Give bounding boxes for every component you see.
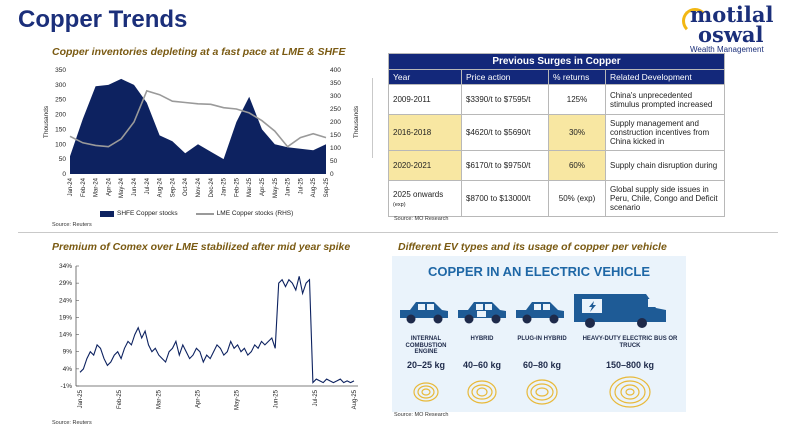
premium-chart: [40, 256, 365, 414]
y-axis-tick-label: 34%: [58, 263, 72, 270]
surges-header-development: Related Development: [606, 70, 725, 85]
legend-swatch-lme: [196, 213, 214, 215]
legend-label-shfe: SHFE Copper stocks: [117, 210, 178, 217]
ev-value-hybrid: 40–60 kg: [462, 360, 502, 370]
x-axis-tick-label: Nov-24: [196, 178, 202, 198]
right-axis-tick-label: 250: [330, 106, 341, 113]
plug-in-hybrid-car-icon: [516, 302, 564, 324]
y-axis-tick-label: 14%: [58, 331, 72, 339]
copper-coil-icon: [527, 380, 557, 404]
x-axis-tick-label: Mar-24: [93, 178, 100, 198]
ev-panel-title: COPPER IN AN ELECTRIC VEHICLE: [428, 264, 650, 279]
premium-series-line: [80, 276, 354, 382]
left-axis-tick-label: 100: [55, 141, 66, 149]
x-axis-tick-label: Jun-25: [285, 178, 292, 197]
row-year: 2009-2011: [389, 85, 462, 115]
hybrid-car-icon: [458, 302, 506, 324]
x-axis-tick-label: Jun-24: [132, 178, 138, 197]
right-axis-tick-label: 0: [330, 171, 334, 178]
ev-infographic: [392, 256, 686, 412]
x-axis-tick-label: May-25: [272, 178, 279, 199]
right-axis-label: Thousands: [353, 105, 360, 139]
surges-table-title: Previous Surges in Copper: [389, 54, 725, 70]
x-axis-tick-label: May-25: [234, 390, 241, 411]
page-title: Copper Trends: [18, 6, 188, 33]
x-axis-tick-label: May-24: [119, 178, 126, 199]
left-axis-label: Thousands: [43, 105, 50, 139]
row-price: $8700 to $13000/t: [462, 181, 549, 217]
surges-table-wrap: [388, 53, 725, 217]
y-axis-tick-label: 19%: [58, 314, 72, 322]
right-axis-tick-label: 150: [330, 132, 341, 139]
row-year-cell: [389, 181, 462, 217]
x-axis-tick-label: Apr-24: [106, 178, 113, 197]
row-year: 2016-2018: [389, 115, 462, 151]
row-development: Supply chain disruption during: [606, 151, 725, 181]
surges-table: [388, 53, 725, 217]
row-development: Supply management and construction incentives from China kicked in: [606, 115, 725, 151]
row-year: 2025 onwards: [393, 189, 444, 199]
ev-value-phev: 60–80 kg: [522, 360, 562, 370]
ev-vehicles: [392, 286, 686, 336]
y-axis-tick-label: -1%: [60, 383, 72, 390]
right-axis-tick-label: 100: [330, 145, 341, 152]
row-development: Global supply side issues in Peru, Chile, Congo and Deficit scenario: [606, 181, 725, 217]
ev-value-bus: 150–800 kg: [605, 360, 655, 370]
x-axis-tick-label: Feb-24: [80, 178, 87, 198]
x-axis-tick-label: Apr-25: [260, 178, 266, 197]
x-axis-tick-label: Jul-24: [144, 178, 151, 195]
y-axis-tick-label: 9%: [62, 348, 72, 356]
left-axis-tick-label: 350: [55, 67, 66, 74]
ev-section-title: Different EV types and its usage of copper per vehicle: [398, 241, 667, 253]
copper-coil-icon: [610, 377, 650, 407]
ev-value-ice: 20–25 kg: [406, 360, 446, 370]
right-axis-tick-label: 400: [330, 67, 341, 74]
left-axis-tick-label: 150: [55, 126, 66, 134]
x-axis-tick-label: Sep-25: [324, 178, 330, 198]
logo-subtitle: Wealth Management: [690, 45, 764, 54]
inventory-source: Source: Reuters: [52, 222, 92, 228]
x-axis-tick-label: Jan-25: [78, 390, 84, 409]
logo-line-2: oswal: [698, 22, 764, 47]
table-row: [389, 115, 725, 151]
ev-label-bus: HEAVY-DUTY ELECTRIC BUS OR TRUCK: [582, 336, 678, 349]
surges-header-returns: % returns: [549, 70, 606, 85]
x-axis-tick-label: Aug-24: [157, 178, 164, 198]
vertical-divider: [372, 78, 373, 158]
row-returns: 125%: [549, 85, 606, 115]
ev-label-phev: PLUG-IN HYBRID: [517, 336, 567, 342]
y-axis-tick-label: 24%: [58, 297, 72, 305]
x-axis-tick-label: Feb-25: [234, 178, 241, 198]
copper-coil-icon: [468, 381, 496, 403]
row-price: $6170/t to $9750/t: [462, 151, 549, 181]
left-axis-tick-label: 50: [58, 156, 66, 164]
row-development: China's unprecedented stimulus prompted increased: [606, 85, 725, 115]
row-year-note: (exp): [393, 201, 406, 208]
right-axis-tick-label: 50: [330, 158, 338, 165]
right-axis-tick-label: 300: [330, 93, 341, 100]
legend-swatch-shfe: [100, 211, 114, 217]
inventory-legend: [100, 210, 293, 217]
x-axis-tick-label: Jul-25: [312, 390, 319, 407]
table-row: [389, 85, 725, 115]
x-axis-tick-label: Mar-25: [247, 178, 254, 198]
legend-label-lme: LME Copper stocks (RHS): [216, 210, 294, 217]
x-axis-tick-label: Aug-25: [311, 178, 318, 198]
ev-source: Source: MO Research: [394, 412, 449, 418]
x-axis-tick-label: Apr-25: [195, 390, 202, 409]
ev-label-hybrid: HYBRID: [470, 336, 494, 342]
inventory-chart: [36, 60, 366, 210]
x-axis-tick-label: Oct-24: [183, 178, 190, 197]
row-returns: 60%: [549, 151, 606, 181]
y-axis-tick-label: 4%: [62, 365, 72, 373]
x-axis-tick-label: Mar-25: [156, 390, 163, 410]
series-area-shfe: [70, 79, 326, 174]
x-axis-tick-label: Dec-24: [208, 178, 215, 198]
row-price: $4620/t to $5690/t: [462, 115, 549, 151]
x-axis-tick-label: Jan-25: [221, 178, 228, 197]
surges-source: Source: MO Research: [394, 216, 449, 222]
row-returns: 30%: [549, 115, 606, 151]
right-axis-tick-label: 350: [330, 80, 341, 87]
x-axis-tick-label: Jul-25: [298, 178, 305, 195]
surges-header-year: Year: [389, 70, 462, 85]
left-axis-tick-label: 250: [55, 96, 66, 104]
right-axis-tick-label: 200: [330, 119, 341, 126]
surges-header-price: Price action: [462, 70, 549, 85]
table-row: [389, 181, 725, 217]
left-axis-tick-label: 200: [55, 111, 66, 119]
row-price: $3390/t to $7595/t: [462, 85, 549, 115]
x-axis-tick-label: Feb-25: [117, 390, 124, 410]
copper-coil-icon: [414, 383, 438, 401]
y-axis-tick-label: 29%: [58, 280, 72, 288]
logo-line-1: motilal: [690, 2, 774, 27]
copper-wire-coils: [392, 372, 686, 412]
left-axis-tick-label: 300: [55, 81, 66, 89]
row-year: 2020-2021: [389, 151, 462, 181]
horizontal-divider: [18, 232, 778, 233]
brand-logo: [676, 2, 792, 56]
premium-source: Source: Reuters: [52, 420, 92, 426]
ice-car-icon: [400, 302, 448, 324]
x-axis-tick-label: Jan-24: [68, 178, 74, 197]
row-returns: 50% (exp): [549, 181, 606, 217]
x-axis-tick-label: Sep-24: [170, 178, 177, 198]
x-axis-tick-label: Aug-25: [352, 390, 358, 410]
inventory-chart-title: Copper inventories depleting at a fast pace at LME & SHFE: [52, 46, 346, 58]
ev-label-ice: INTERNAL COMBUSTION ENGINE: [405, 336, 447, 356]
left-axis-tick-label: 0: [62, 171, 66, 178]
x-axis-tick-label: Jun-25: [273, 390, 280, 409]
electric-bus-icon: [574, 294, 666, 328]
table-row: [389, 151, 725, 181]
premium-chart-title: Premium of Comex over LME stabilized after mid year spike: [52, 241, 351, 253]
